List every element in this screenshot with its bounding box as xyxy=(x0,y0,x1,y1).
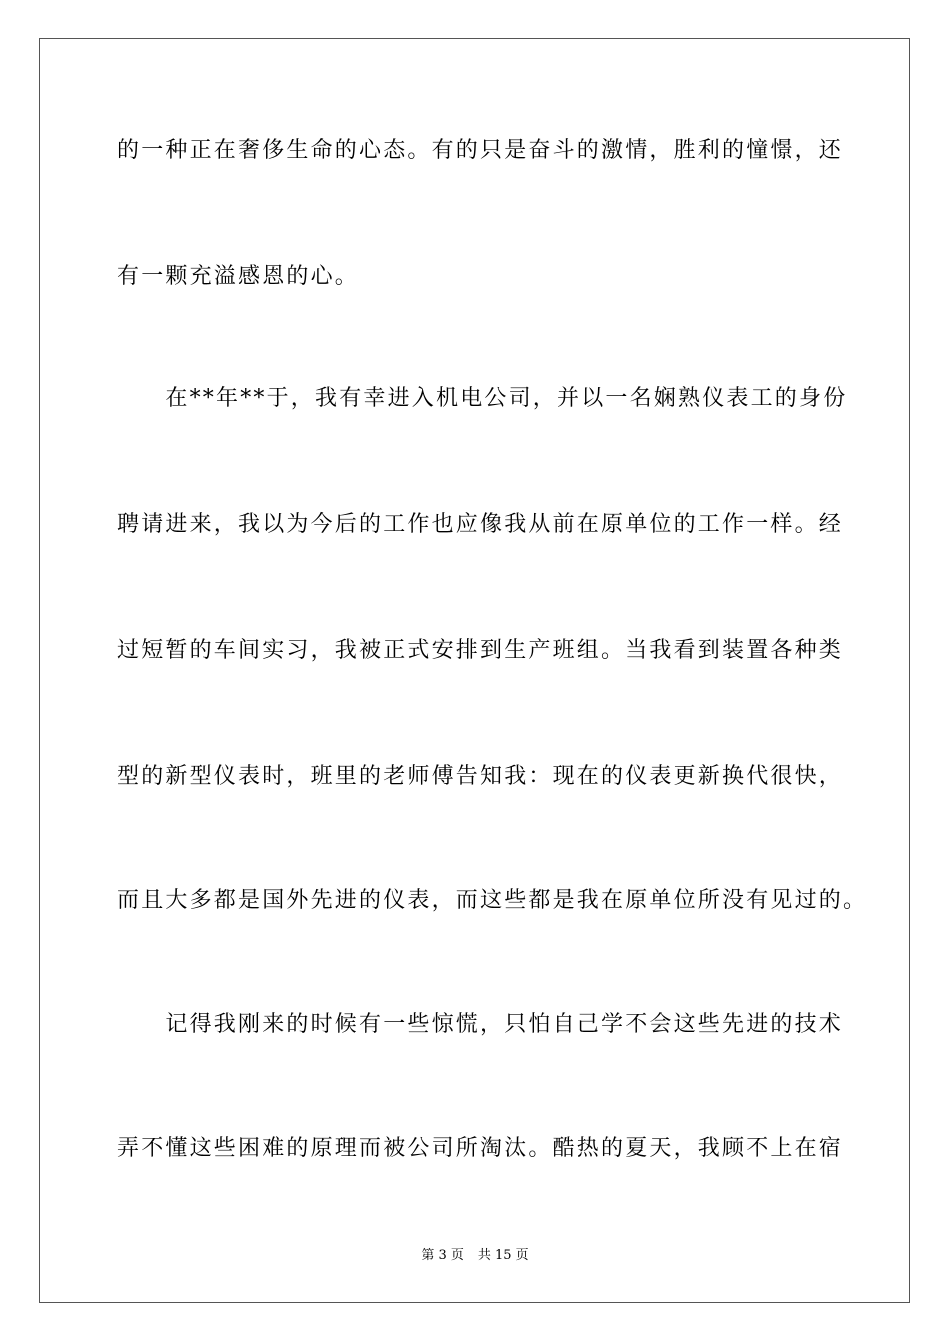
text-line: 在**年**于，我有幸进入机电公司，并以一名娴熟仪表工的身份 xyxy=(117,386,848,411)
text-line: 型的新型仪表时，班里的老师傅告知我：现在的仪表更新换代很快， xyxy=(117,764,844,789)
text-line: 过短暂的车间实习，我被正式安排到生产班组。当我看到装置各种类 xyxy=(117,638,844,663)
page-footer xyxy=(0,1248,950,1264)
text-line: 聘请进来，我以为今后的工作也应像我从前在原单位的工作一样。经 xyxy=(117,512,844,537)
page-border xyxy=(39,38,910,1303)
text-line: 弄不懂这些困难的原理而被公司所淘汰。酷热的夏天，我顾不上在宿 xyxy=(117,1136,844,1161)
text-line: 的一种正在奢侈生命的心态。有的只是奋斗的激情，胜利的憧憬，还 xyxy=(117,138,844,163)
total-pages: 共 15 页 xyxy=(477,1248,529,1263)
page-number: 第 3 页 xyxy=(421,1248,464,1263)
text-line: 记得我刚来的时候有一些惊慌，只怕自己学不会这些先进的技术 xyxy=(117,1012,844,1037)
text-line: 而且大多都是国外先进的仪表，而这些都是我在原单位所没有见过的。 xyxy=(117,888,868,913)
text-line: 有一颗充溢感恩的心。 xyxy=(117,264,360,289)
